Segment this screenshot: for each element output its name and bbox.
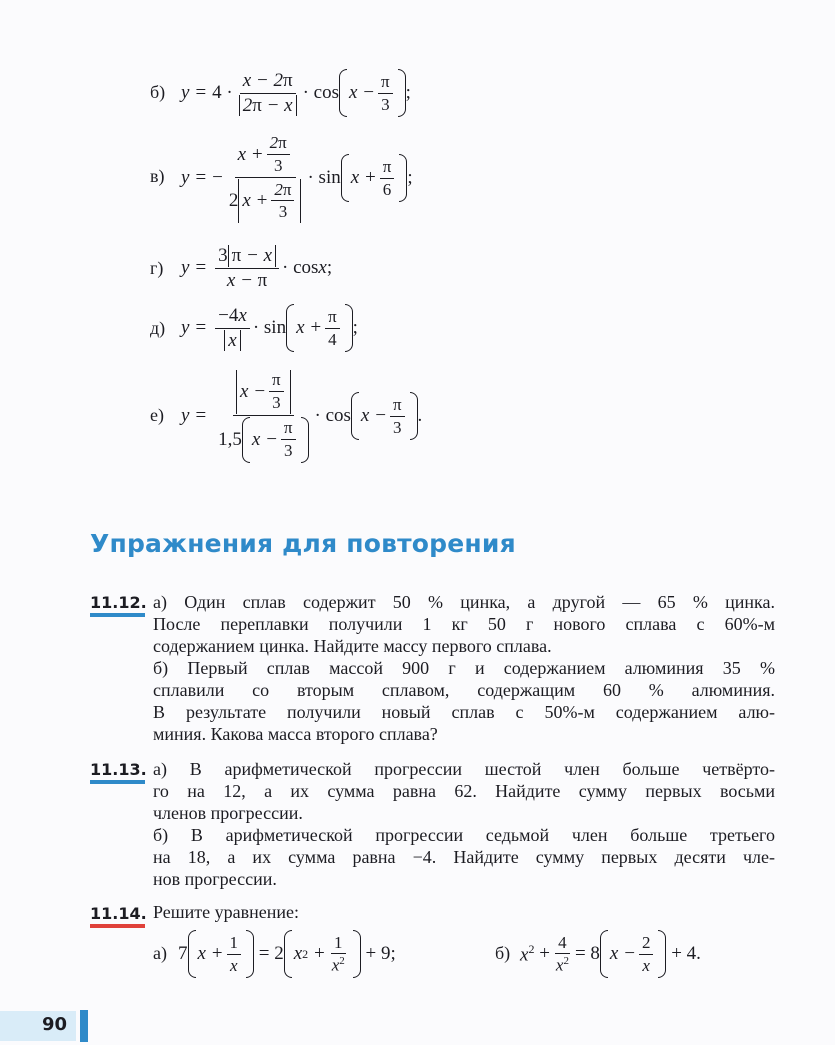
- exercise-text-11-12: [153, 591, 775, 745]
- equation-a: 7 x + $\frac{1}{x}$ = 2 x 2 + $\frac{1}{x^2}$ + 9;: [178, 928, 396, 980]
- item-d-label: д): [150, 318, 166, 338]
- text-line: членов прогрессии.: [153, 803, 303, 823]
- equation-b-label: б): [495, 943, 511, 963]
- item-v-label: в): [150, 166, 165, 186]
- item-e-label: е): [150, 405, 164, 425]
- formula-d: y = $\frac{-4x}{x}$ · sin x + $\frac{\pi}{4}$ ;: [181, 304, 358, 351]
- page-number: 90: [42, 1014, 68, 1035]
- text-line: миния. Какова масса второго сплава?: [153, 724, 438, 744]
- text-line: сплавили со вторым сплавом, содержащим 60 % алюминия.: [153, 680, 775, 700]
- exercise-bar-11-14: [90, 924, 145, 928]
- exercise-number-11-12: 11.12.: [90, 593, 147, 612]
- text-line: го на 12, а их сумма равна 62. Найдите сумму первых восьми: [153, 781, 775, 801]
- text-line: а) Один сплав содержит 50 % цинка, а другой — 65 % цинка.: [153, 592, 775, 612]
- text-line: на 18, а их сумма равна −4. Найдите сумму первых десяти чле-: [153, 847, 775, 867]
- text-line: б) Первый сплав массой 900 г и содержанием алюминия 35 %: [153, 658, 775, 678]
- exercise-bar-11-12: [90, 613, 145, 617]
- formula-v: y = − x + $\frac{2\pi}{3}$ 2 x + $\frac{2\pi}{3}$ · sin x + $\frac{\pi}{6}$ ;: [181, 133, 413, 222]
- section-title: Упражнения для повторения: [90, 529, 516, 558]
- exercise-text-11-13: [153, 758, 775, 890]
- exercise-bar-11-13: [90, 780, 145, 784]
- formula-e: y = x − $\frac{\pi}{3}$ 1,5 x − $\frac{\pi}{3}$ · cos x − $\frac{\pi}{3}$ .: [181, 364, 422, 468]
- exercise-text-11-14: Решите уравнение:: [153, 902, 299, 922]
- text-line: а) В арифметической прогрессии шестой член больше четвёрто-: [153, 759, 775, 779]
- exercise-number-11-14: 11.14.: [90, 904, 147, 923]
- text-line: В результате получили новый сплав с 50%-м содержанием алю-: [153, 702, 775, 722]
- equation-b: $x^2$ + $\frac{4}{x^2}$ = 8 x − $\frac{2}{x}$ + 4.: [520, 928, 701, 980]
- text-line: После переплавки получили 1 кг 50 г нового сплава с 60%-м: [153, 614, 775, 634]
- formula-b: y = 4 · x − 2π 2 π − x · cos x − $\frac{\pi}{3}$ ;: [181, 69, 411, 116]
- page-number-bar: [80, 1010, 88, 1042]
- item-b-label: б): [150, 82, 166, 102]
- formula-g: y = 3 π − x x − π · cos x ;: [181, 244, 333, 291]
- equation-a-label: а): [153, 943, 167, 963]
- text-line: содержанием цинка. Найдите массу первого сплава.: [153, 636, 552, 656]
- item-g-label: г): [150, 258, 164, 278]
- text-line: нов прогрессии.: [153, 869, 277, 889]
- exercise-number-11-13: 11.13.: [90, 760, 147, 779]
- text-line: б) В арифметической прогрессии седьмой член больше третьего: [153, 825, 775, 845]
